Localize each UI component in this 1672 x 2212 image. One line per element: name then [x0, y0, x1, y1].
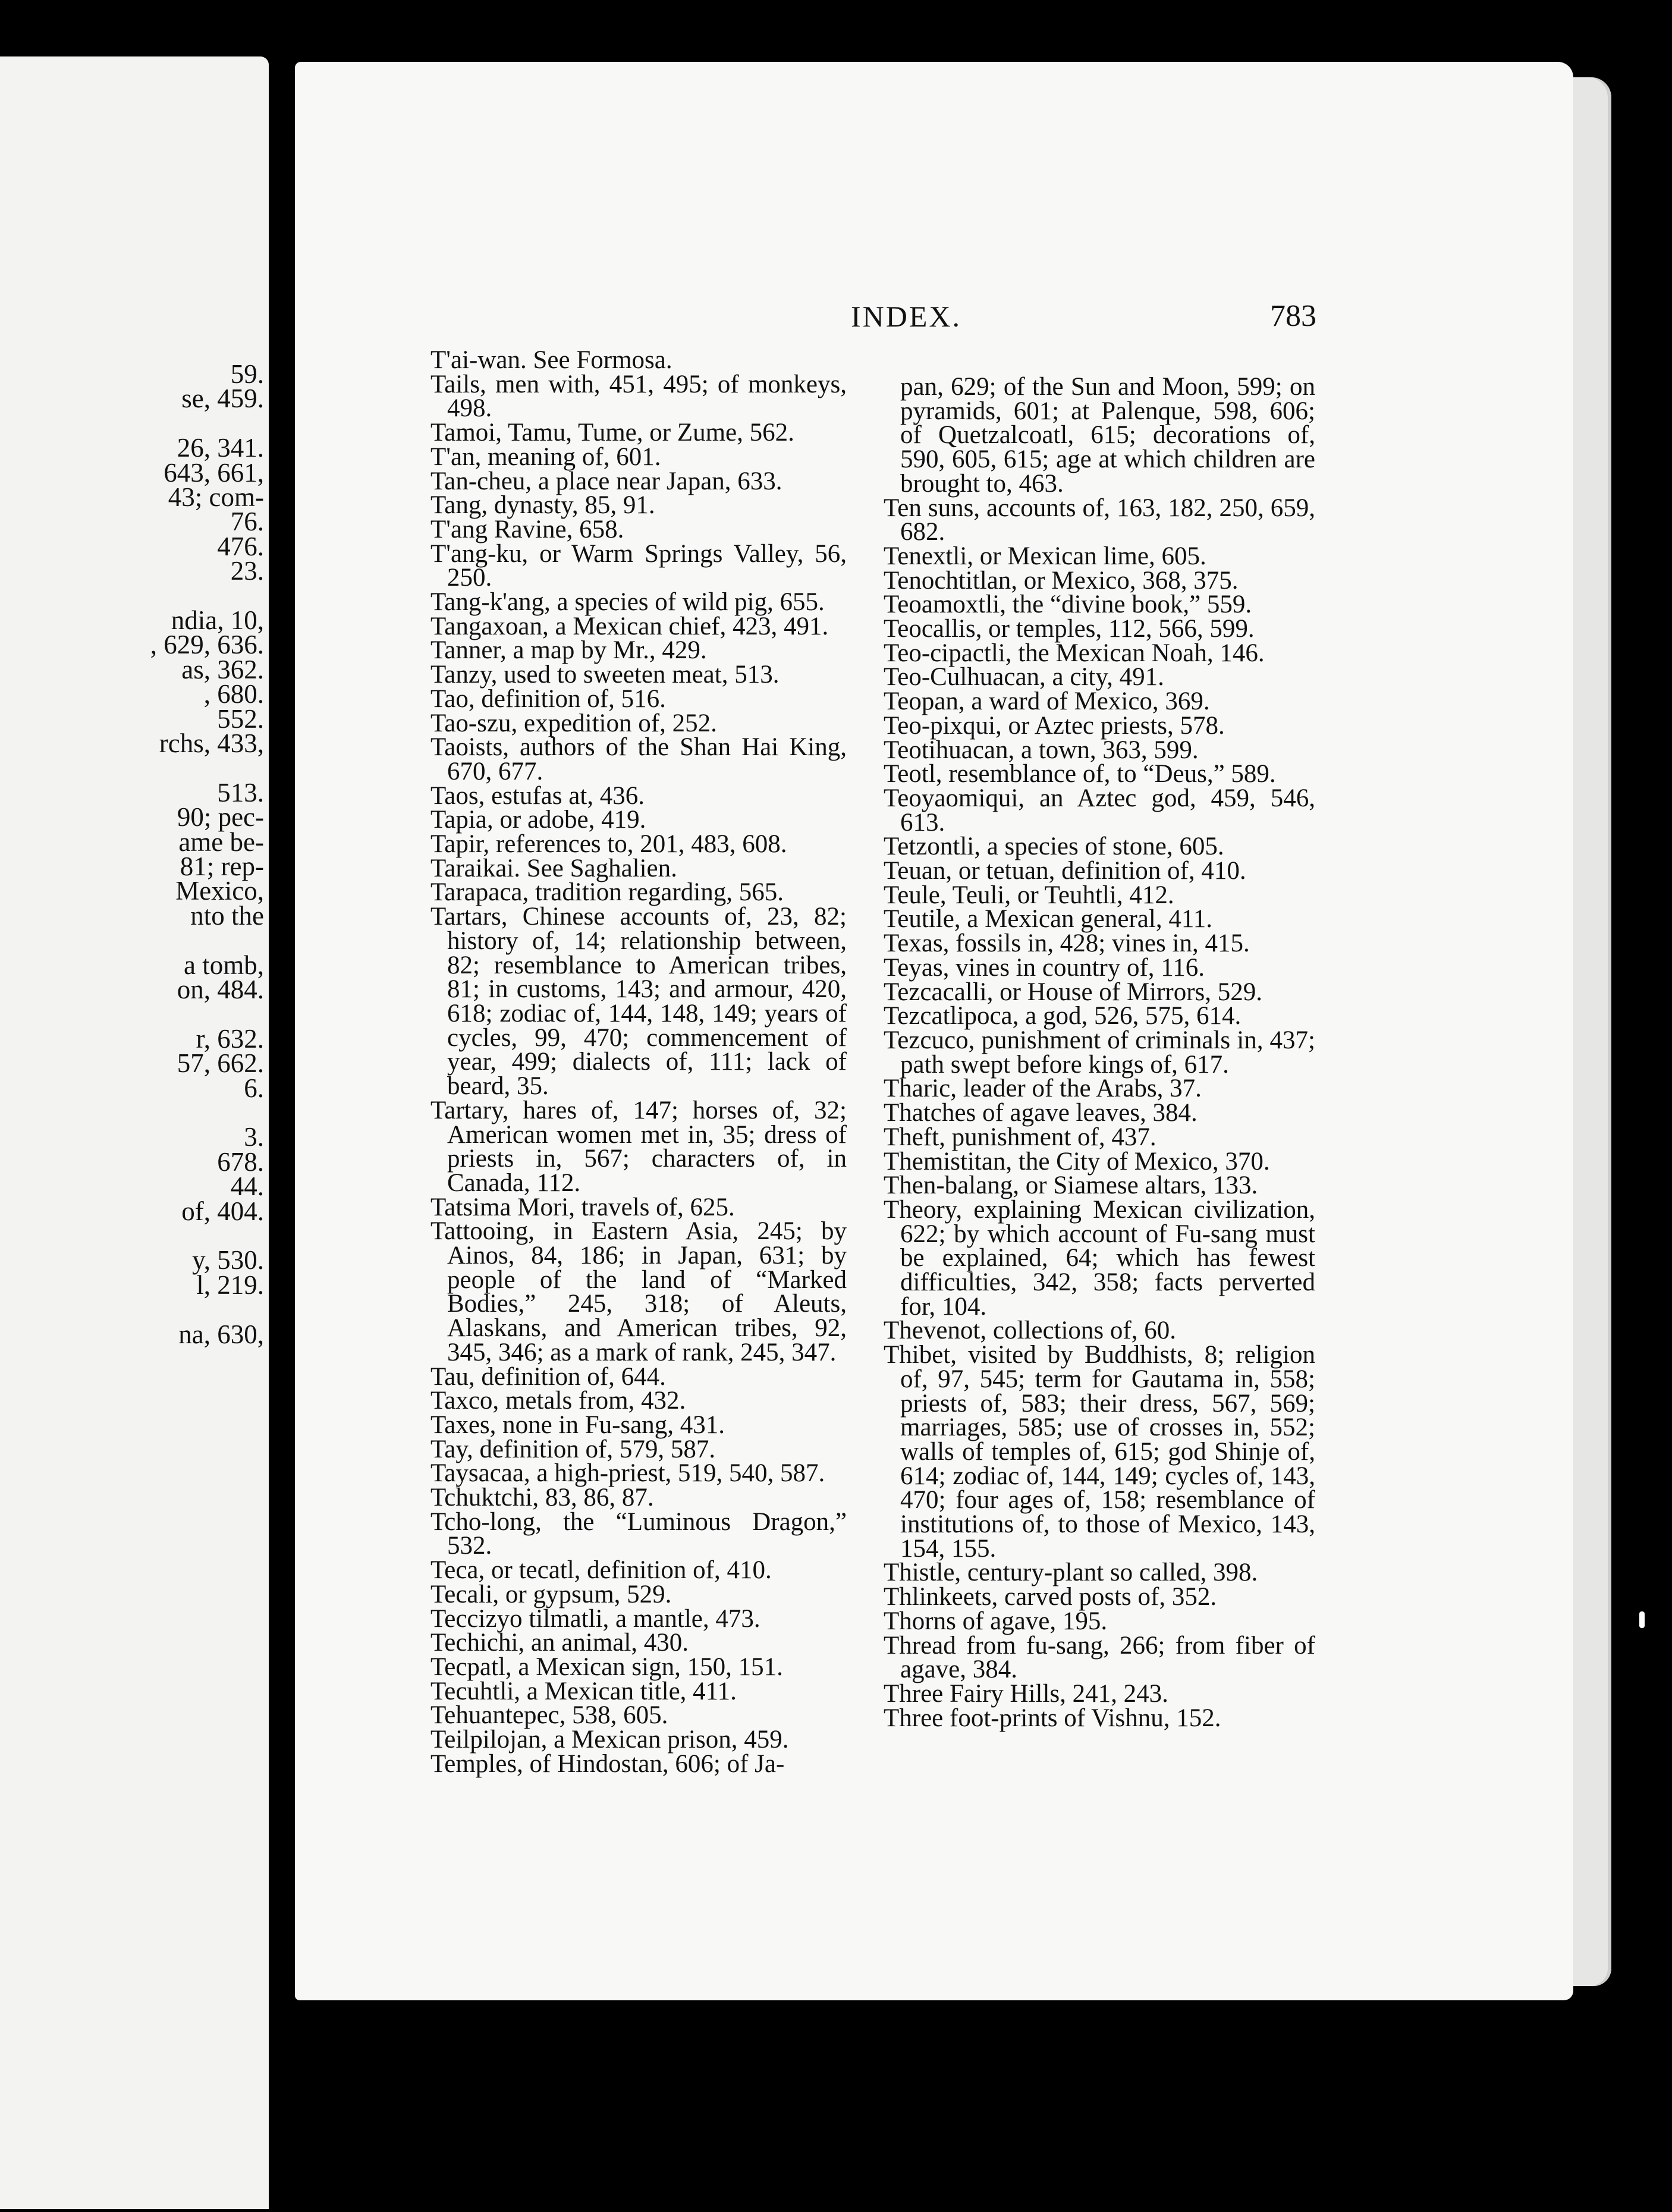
facing-left-page: [0, 56, 269, 2209]
index-entry: Three Fairy Hills, 241, 243.: [884, 1679, 1168, 1708]
index-entry: Then-balang, or Siamese altars, 133.: [884, 1171, 1258, 1200]
index-entry: Teyas, vines in country of, 116.: [884, 953, 1205, 982]
index-entry: Tenochtitlan, or Mexico, 368, 375.: [884, 566, 1239, 595]
scan-artifact: [1639, 1611, 1645, 1628]
left-page-fragment: 23.: [230, 556, 264, 586]
index-entry: Tapia, or adobe, 419.: [430, 806, 646, 834]
index-entry: Teocallis, or temples, 112, 566, 599.: [884, 615, 1255, 643]
index-entry: Tang-k'ang, a species of wild pig, 655.: [430, 588, 825, 617]
index-entry: Teo-pixqui, or Aztec priests, 578.: [884, 711, 1225, 740]
left-page-fragment: rchs, 433,: [159, 728, 264, 758]
index-entry: Taraikai. See Saghalien.: [430, 854, 677, 882]
index-entry: Tay, definition of, 579, 587.: [430, 1435, 716, 1463]
left-page-fragment: y, 530.: [192, 1245, 264, 1275]
left-page-fragment: ame be-: [178, 827, 264, 857]
index-entry: Tehuantepec, 538, 605.: [430, 1701, 668, 1730]
index-entry: Tartars, Chinese accounts of, 23, 82; history of, 14; relationship between, 82; resemblance to American tribes, 81; in customs, 143; and armour, 420, 618; zodiac of, 144, 148, 149; years of cycles, 99, 470; commencement of year, 499; dialects of, 111; lack of beard, 35.: [430, 903, 847, 1101]
index-entry: Temples, of Hindostan, 606; of Ja-: [430, 1749, 785, 1778]
index-entry: Tchuktchi, 83, 86, 87.: [430, 1484, 654, 1512]
left-page-fragment: as, 362.: [181, 654, 264, 684]
left-page-fragment: nto the: [190, 900, 264, 931]
index-entry: Teopan, a ward of Mexico, 369.: [884, 687, 1210, 716]
left-page-fragment: 90; pec-: [177, 802, 264, 832]
left-page-fragment: 6.: [244, 1073, 264, 1103]
index-column-right: [884, 375, 1315, 1730]
index-entry: Teccizyo tilmatli, a mantle, 473.: [430, 1604, 760, 1633]
index-entry: Tcho-long, the “Luminous Dragon,” 532.: [430, 1507, 847, 1560]
left-page-fragment: 3.: [244, 1122, 264, 1152]
index-entry: T'ai-wan. See Formosa.: [430, 346, 672, 374]
index-entry: Teo-Culhuacan, a city, 491.: [884, 663, 1164, 692]
index-entry: Teuan, or tetuan, definition of, 410.: [884, 857, 1246, 885]
index-entry: Taoists, authors of the Shan Hai King, 670, 677.: [430, 733, 847, 785]
index-entry: Tang, dynasty, 85, 91.: [430, 491, 655, 520]
index-entry: Tartary, hares of, 147; horses of, 32; American women met in, 35; dress of priests in, 567; characters of, in Canada, 112.: [430, 1096, 847, 1197]
index-entry: Teotl, resemblance of, to “Deus,” 589.: [884, 760, 1276, 788]
index-entry: Taos, estufas at, 436.: [430, 781, 645, 810]
left-page-fragment: 552.: [217, 703, 264, 734]
left-page-fragment: 678.: [217, 1146, 264, 1177]
index-entry: Three foot-prints of Vishnu, 152.: [884, 1704, 1221, 1732]
index-entry: Tapir, references to, 201, 483, 608.: [430, 830, 787, 859]
index-entry: Tao, definition of, 516.: [430, 684, 666, 713]
left-page-fragment: na, 630,: [178, 1319, 264, 1349]
index-entry: Tharic, leader of the Arabs, 37.: [884, 1074, 1202, 1103]
left-page-fragment: , 680.: [203, 679, 264, 709]
page-title: INDEX.: [851, 300, 962, 333]
left-page-fragment: 513.: [217, 777, 264, 807]
index-entry: Theory, explaining Mexican civilization, 622; by which account of Fu-sang must be explained, 64; which has fewest difficulties, 342, 358; facts perverted for, 104.: [884, 1195, 1315, 1321]
left-page-fragment: , 629, 636.: [150, 630, 264, 660]
index-entry: Thlinkeets, carved posts of, 352.: [884, 1583, 1217, 1611]
left-page-fragment: 476.: [217, 531, 264, 561]
index-entry: Teoyaomiqui, an Aztec god, 459, 546, 613.: [884, 784, 1315, 837]
index-entry: Themistitan, the City of Mexico, 370.: [884, 1147, 1270, 1176]
index-entry: pan, 629; of the Sun and Moon, 599; on pyramids, 601; at Palenque, 598, 606; of Quetzalcoatl, 615; decorations of, 590, 605, 615; age at which children are brought to, 463.: [900, 373, 1315, 498]
left-page-fragment: 43; com-: [168, 482, 264, 512]
index-entry: Tanner, a map by Mr., 429.: [430, 636, 707, 665]
index-entry: Tezcatlipoca, a god, 526, 575, 614.: [884, 1002, 1242, 1030]
left-page-fragment: ndia, 10,: [171, 605, 264, 635]
index-entry: Tau, definition of, 644.: [430, 1362, 666, 1391]
left-page-fragment: 643, 661,: [164, 457, 264, 488]
index-entry: Teoamoxtli, the “divine book,” 559.: [884, 590, 1252, 619]
index-entry: Thatches of agave leaves, 384.: [884, 1099, 1198, 1127]
page-number: 783: [1270, 299, 1316, 333]
index-entry: Texas, fossils in, 428; vines in, 415.: [884, 929, 1250, 958]
index-entry: Taxes, none in Fu-sang, 431.: [430, 1410, 725, 1439]
index-entry: Theft, punishment of, 437.: [884, 1123, 1156, 1151]
index-entry: Tecali, or gypsum, 529.: [430, 1580, 672, 1608]
index-entry: Tetzontli, a species of stone, 605.: [884, 832, 1224, 861]
index-entry: Tattooing, in Eastern Asia, 245; by Ainos, 84, 186; in Japan, 631; by people of the land of “Marked Bodies,” 245, 318; of Aleuts, Alaskans, and American tribes, 92, 345, 346; as a mark of rank, 245, 347.: [430, 1217, 847, 1366]
index-entry: Tangaxoan, a Mexican chief, 423, 491.: [430, 612, 829, 640]
index-entry: Teilpilojan, a Mexican prison, 459.: [430, 1726, 789, 1754]
index-entry: Ten suns, accounts of, 163, 182, 250, 659, 682.: [884, 494, 1315, 546]
index-column-left: [430, 348, 847, 1776]
index-entry: Teule, Teuli, or Teuhtli, 412.: [884, 881, 1174, 909]
index-entry: T'an, meaning of, 601.: [430, 442, 661, 471]
index-entry: Thistle, century-plant so called, 398.: [884, 1559, 1258, 1587]
left-page-fragment: on, 484.: [177, 975, 264, 1004]
index-entry: T'ang-ku, or Warm Springs Valley, 56, 250.: [430, 539, 847, 592]
index-entry: Teo-cipactli, the Mexican Noah, 146.: [884, 639, 1265, 667]
left-page-fragment: 57, 662.: [177, 1048, 264, 1079]
index-entry: Taysacaa, a high-priest, 519, 540, 587.: [430, 1459, 825, 1488]
index-entry: Teutile, a Mexican general, 411.: [884, 905, 1212, 934]
left-page-fragment: Mexico,: [175, 876, 264, 906]
left-page-fragment: se, 459.: [181, 384, 264, 414]
index-entry: Tezcacalli, or House of Mirrors, 529.: [884, 978, 1263, 1006]
index-entry: Teotihuacan, a town, 363, 599.: [884, 736, 1199, 764]
index-entry: Tao-szu, expedition of, 252.: [430, 709, 717, 737]
index-entry: Thevenot, collections of, 60.: [884, 1316, 1176, 1345]
index-entry: Tamoi, Tamu, Tume, or Zume, 562.: [430, 419, 794, 447]
index-entry: Tan-cheu, a place near Japan, 633.: [430, 467, 782, 495]
left-page-fragment: 59.: [230, 359, 264, 389]
left-page-fragment: 81; rep-: [180, 852, 264, 881]
index-entry: Taxco, metals from, 432.: [430, 1387, 686, 1415]
index-entry: Tecuhtli, a Mexican title, 411.: [430, 1677, 737, 1705]
index-entry: Tatsima Mori, travels of, 625.: [430, 1193, 735, 1221]
left-page-fragment: 44.: [230, 1171, 264, 1202]
left-page-fragment: a tomb,: [184, 950, 264, 980]
index-entry: T'ang Ravine, 658.: [430, 515, 624, 543]
index-entry: Teca, or tecatl, definition of, 410.: [430, 1556, 772, 1585]
index-page: [295, 62, 1573, 2000]
index-entry: Tarapaca, tradition regarding, 565.: [430, 878, 784, 907]
index-entry: Tenextli, or Mexican lime, 605.: [884, 542, 1206, 570]
index-entry: Thorns of agave, 195.: [884, 1607, 1108, 1635]
index-entry: Thread from fu-sang, 266; from fiber of agave, 384.: [884, 1631, 1315, 1684]
left-page-fragment: 76.: [230, 507, 264, 537]
index-entry: Techichi, an animal, 430.: [430, 1629, 689, 1657]
index-entry: Tecpatl, a Mexican sign, 150, 151.: [430, 1652, 783, 1681]
index-entry: Tails, men with, 451, 495; of monkeys, 498.: [430, 370, 847, 423]
index-entry: Thibet, visited by Buddhists, 8; religion of, 97, 545; term for Gautama in, 558; priests of, 583; their dress, 567, 569; marriages, 585; use of crosses in, 552; walls of temples of, 615; god Shinje of, 614; zodiac of, 144, 149; cycles of, 143, 470; four ages of, 158; resemblance of institutions of, to those of Mexico, 143, 154, 155.: [884, 1341, 1315, 1563]
left-page-fragment: 26, 341.: [177, 433, 264, 463]
left-page-fragment: of, 404.: [181, 1196, 264, 1226]
left-page-fragment: r, 632.: [196, 1023, 264, 1054]
index-entry: Tezcuco, punishment of criminals in, 437; path swept before kings of, 617.: [884, 1026, 1315, 1079]
index-entry: Tanzy, used to sweeten meat, 513.: [430, 661, 780, 689]
left-page-fragment: l, 219.: [196, 1270, 264, 1300]
